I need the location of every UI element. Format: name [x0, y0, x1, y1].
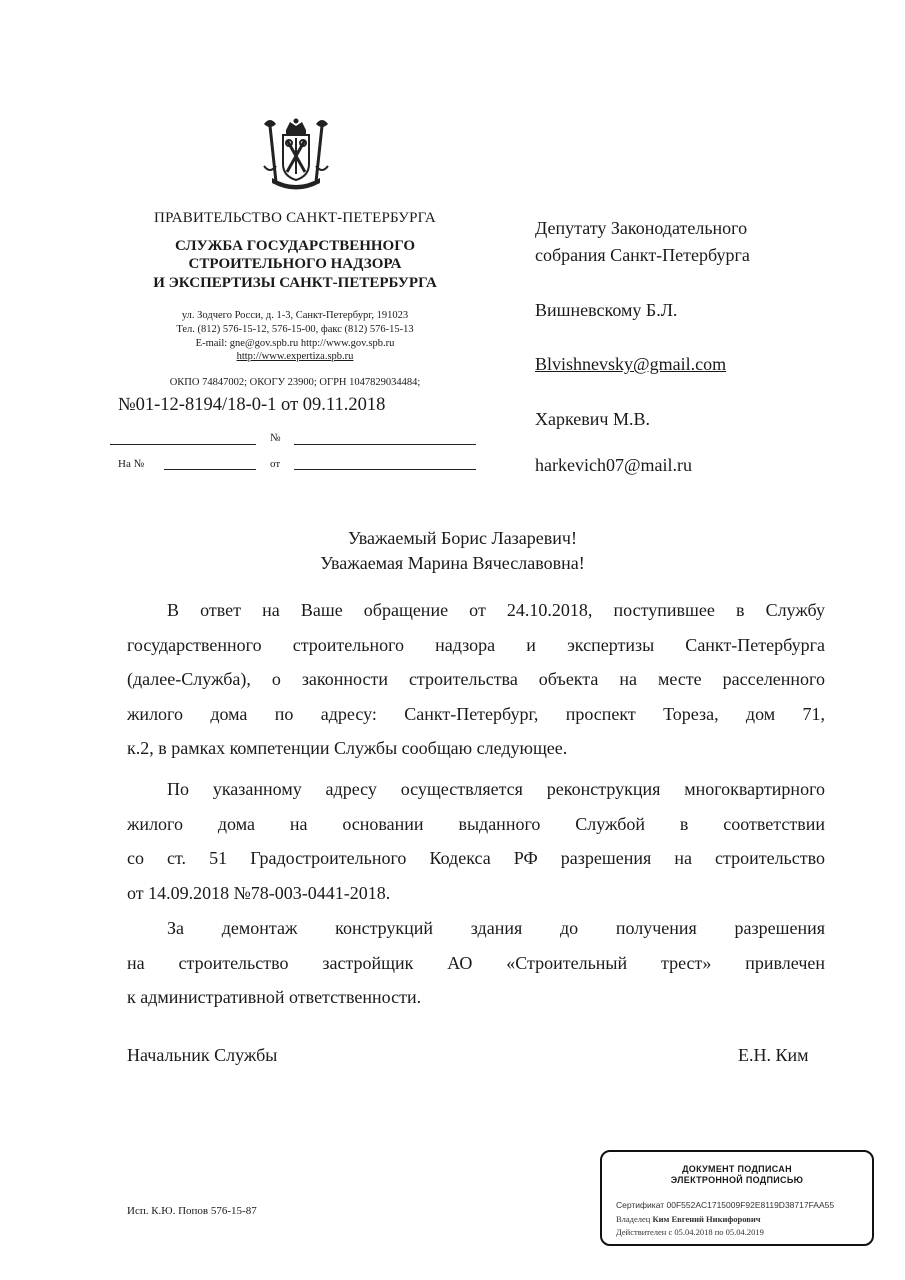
field-no-label: № [270, 432, 281, 444]
stamp-owner [616, 1214, 761, 1224]
blank-line [110, 444, 256, 445]
paragraph-line: от 14.09.2018 №78-003-0441-2018. [127, 882, 391, 903]
executor-info: Исп. К.Ю. Попов 576-15-87 [127, 1205, 257, 1217]
paragraph-line: со ст. 51 Градостроительного Кодекса РФ разрешения на строительство [127, 848, 825, 868]
address-line: ул. Зодчего Росси, д. 1-3, Санкт-Петербург, 191023 [181, 310, 409, 321]
service-name-line: СТРОИТЕЛЬНОГО НАДЗОРА [188, 256, 402, 272]
stamp-title: ДОКУМЕНТ ПОДПИСАН [682, 1164, 792, 1174]
stamp-owner-label: Владелец [616, 1214, 651, 1224]
phone-line: Тел. (812) 576-15-12, 576-15-00, факс (812) 576-15-13 [176, 324, 414, 335]
recipient-title: Депутату Законодательного [535, 218, 748, 238]
stamp-owner-name: Ким Евгений Никифорович [652, 1214, 761, 1224]
blank-line [294, 444, 476, 445]
field-na-no-label: На № [118, 458, 145, 470]
paragraph-line: к.2, в рамках компетенции Службы сообщаю следующее. [127, 738, 568, 758]
service-name-line: СЛУЖБА ГОСУДАРСТВЕННОГО [174, 238, 416, 254]
body-paragraph [127, 593, 825, 766]
registration-codes: ОКПО 74847002; ОКОГУ 23900; ОГРН 1047829034484; [169, 377, 421, 388]
salutation-line: Уважаемый Борис Лазаревич! [348, 528, 577, 548]
body-paragraph [127, 911, 825, 1015]
recipient-title: собрания Санкт-Петербурга [535, 245, 750, 265]
signer-name: Е.Н. Ким [738, 1045, 809, 1065]
blank-line [294, 469, 476, 470]
paragraph-line: В ответ на Ваше обращение от 24.10.2018, поступившее в Службу [167, 600, 825, 620]
stamp-validity: Действителен с 05.04.2018 по 05.04.2019 [616, 1227, 764, 1237]
recipient-email-link[interactable]: Blvishnevsky@gmail.com [535, 354, 727, 374]
service-name-line: И ЭКСПЕРТИЗЫ САНКТ-ПЕТЕРБУРГА [153, 275, 437, 291]
coat-of-arms-emblem [256, 116, 336, 192]
paragraph-line: на строительство застройщик АО «Строительный трест» привлечен [127, 952, 825, 973]
stamp-title: ЭЛЕКТРОННОЙ ПОДПИСЬЮ [670, 1175, 804, 1185]
salutation-line: Уважаемая Марина Вячеславовна! [320, 553, 585, 573]
stamp-certificate: Сертификат 00F552AC1715009F92E8119D38717FAA55 [616, 1200, 835, 1210]
government-header: ПРАВИТЕЛЬСТВО САНКТ-ПЕТЕРБУРГА [154, 210, 436, 226]
field-ot-label: от [270, 458, 281, 470]
recipient-email: harkevich07@mail.ru [535, 455, 693, 475]
signer-role: Начальник Службы [127, 1045, 278, 1065]
paragraph-line: По указанному адресу осуществляется реконструкция многоквартирного [167, 779, 825, 799]
recipient-name: Харкевич М.В. [535, 409, 650, 429]
paragraph-line: государственного строительного надзора и экспертизы Санкт-Петербурга [127, 634, 825, 655]
email-line: E-mail: gne@gov.spb.ru http://www.gov.spb.ru [195, 338, 395, 349]
outgoing-reg-number: №01-12-8194/18-0-1 от 09.11.2018 [118, 395, 386, 415]
e-signature-stamp [600, 1150, 874, 1246]
blank-line [164, 469, 256, 470]
paragraph-line: (далее-Служба), о законности строительства объекта на месте расселенного [127, 669, 825, 689]
paragraph-line: к административной ответственности. [127, 987, 422, 1007]
recipient-name: Вишневскому Б.Л. [535, 300, 678, 320]
website-link[interactable]: http://www.expertiza.spb.ru [236, 351, 354, 362]
body-paragraph [127, 772, 825, 910]
paragraph-line: За демонтаж конструкций здания до получения разрешения [167, 918, 825, 938]
paragraph-line: жилого дома на основании выданного Службой в соответствии [127, 813, 825, 834]
paragraph-line: жилого дома по адресу: Санкт-Петербург, проспект Тореза, дом 71, [127, 703, 825, 724]
